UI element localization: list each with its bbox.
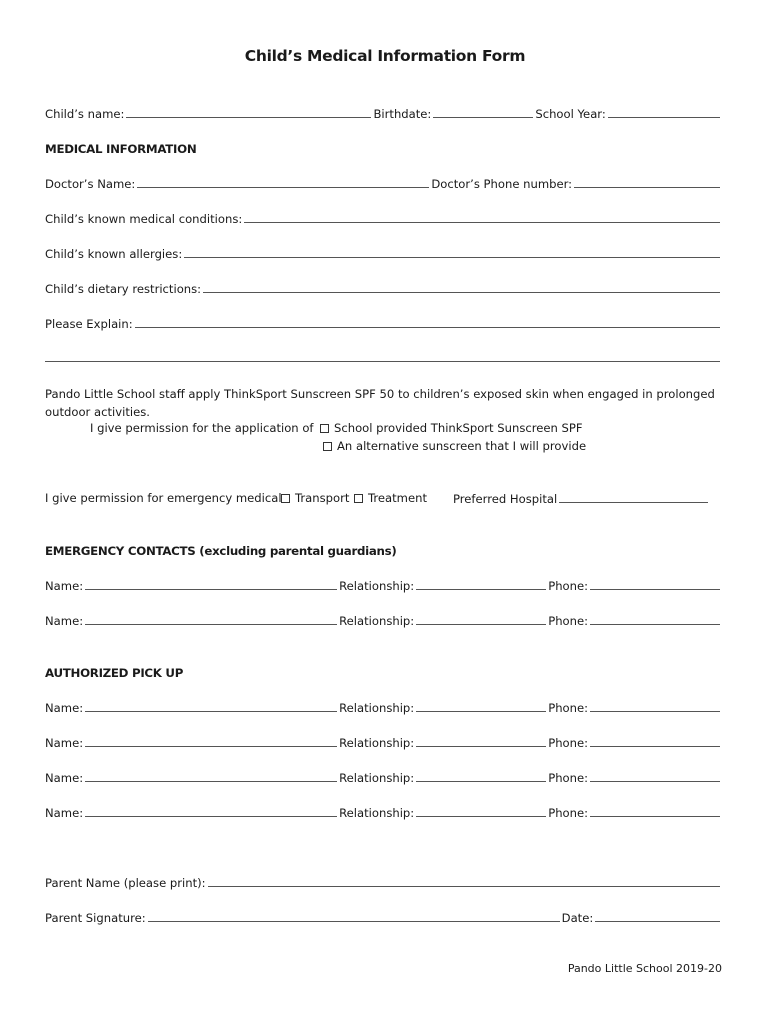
name-label: Name: xyxy=(45,736,84,750)
parent-signature-field[interactable] xyxy=(148,910,560,922)
dietary-row xyxy=(45,281,722,297)
sunscreen-option-alternative-label: An alternative sunscreen that I will provide xyxy=(337,439,587,453)
school-year-label: School Year: xyxy=(535,107,606,121)
sunscreen-option-school[interactable] xyxy=(320,421,583,435)
phone-field[interactable] xyxy=(590,578,720,590)
name-label: Name: xyxy=(45,806,84,820)
doctor-phone-label: Doctor’s Phone number: xyxy=(431,177,573,191)
hospital-row xyxy=(453,491,710,507)
medical-heading: MEDICAL INFORMATION xyxy=(45,142,197,156)
relationship-label: Relationship: xyxy=(339,806,415,820)
phone-field[interactable] xyxy=(590,613,720,625)
phone-label: Phone: xyxy=(548,579,589,593)
transport-option-label: Transport xyxy=(295,491,350,505)
doctor-row xyxy=(45,176,722,192)
name-field[interactable] xyxy=(85,578,337,590)
transport-option[interactable] xyxy=(281,491,349,505)
doctor-name-label: Doctor’s Name: xyxy=(45,177,136,191)
dietary-label: Child’s dietary restrictions: xyxy=(45,282,202,296)
allergies-field[interactable] xyxy=(184,246,720,258)
name-field[interactable] xyxy=(85,700,337,712)
allergies-label: Child’s known allergies: xyxy=(45,247,183,261)
page-title: Child’s Medical Information Form xyxy=(244,47,526,65)
sunscreen-option-alternative[interactable] xyxy=(323,439,586,453)
pickup-row xyxy=(45,700,722,716)
phone-label: Phone: xyxy=(548,614,589,628)
allergies-row xyxy=(45,246,722,262)
relationship-field[interactable] xyxy=(416,770,546,782)
parent-signature-row xyxy=(45,910,722,926)
relationship-label: Relationship: xyxy=(339,771,415,785)
explain-row-2 xyxy=(45,350,722,362)
explain-field-line-2[interactable] xyxy=(45,350,720,362)
birthdate-label: Birthdate: xyxy=(373,107,432,121)
checkbox-icon[interactable] xyxy=(281,494,290,503)
conditions-label: Child’s known medical conditions: xyxy=(45,212,243,226)
name-label: Name: xyxy=(45,614,84,628)
phone-label: Phone: xyxy=(548,771,589,785)
doctor-name-field[interactable] xyxy=(137,176,429,188)
child-info-row xyxy=(45,106,722,122)
dietary-field[interactable] xyxy=(203,281,720,293)
date-field[interactable] xyxy=(595,910,720,922)
date-label: Date: xyxy=(561,911,594,925)
name-field[interactable] xyxy=(85,770,337,782)
birthdate-field[interactable] xyxy=(433,106,533,118)
name-label: Name: xyxy=(45,579,84,593)
phone-field[interactable] xyxy=(590,735,720,747)
emergency-permission-label: I give permission for emergency medical xyxy=(45,491,282,505)
treatment-option-label: Treatment xyxy=(368,491,427,505)
checkbox-icon[interactable] xyxy=(320,424,329,433)
relationship-field[interactable] xyxy=(416,578,546,590)
name-field[interactable] xyxy=(85,613,337,625)
parent-signature-label: Parent Signature: xyxy=(45,911,146,925)
conditions-row xyxy=(45,211,722,227)
sunscreen-permission-label: I give permission for the application of xyxy=(90,421,314,435)
phone-field[interactable] xyxy=(590,805,720,817)
phone-label: Phone: xyxy=(548,806,589,820)
relationship-label: Relationship: xyxy=(339,736,415,750)
checkbox-icon[interactable] xyxy=(354,494,363,503)
relationship-label: Relationship: xyxy=(339,701,415,715)
name-field[interactable] xyxy=(85,735,337,747)
explain-label: Please Explain: xyxy=(45,317,133,331)
pickup-row xyxy=(45,770,722,786)
hospital-field[interactable] xyxy=(559,491,708,503)
footer-text: Pando Little School 2019-20 xyxy=(567,962,722,975)
emergency-contact-row xyxy=(45,578,722,594)
phone-field[interactable] xyxy=(590,770,720,782)
name-label: Name: xyxy=(45,771,84,785)
doctor-phone-field[interactable] xyxy=(574,176,720,188)
emergency-contacts-heading: EMERGENCY CONTACTS (excluding parental guardians) xyxy=(45,544,397,558)
pickup-row xyxy=(45,735,722,751)
phone-field[interactable] xyxy=(590,700,720,712)
pickup-heading: AUTHORIZED PICK UP xyxy=(45,666,184,680)
parent-name-field[interactable] xyxy=(208,875,720,887)
child-name-label: Child’s name: xyxy=(45,107,125,121)
phone-label: Phone: xyxy=(548,701,589,715)
checkbox-icon[interactable] xyxy=(323,442,332,451)
parent-name-label: Parent Name (please print): xyxy=(45,876,206,890)
phone-label: Phone: xyxy=(548,736,589,750)
relationship-field[interactable] xyxy=(416,735,546,747)
name-label: Name: xyxy=(45,701,84,715)
school-year-field[interactable] xyxy=(608,106,720,118)
explain-row xyxy=(45,316,722,332)
treatment-option[interactable] xyxy=(354,491,427,505)
conditions-field[interactable] xyxy=(244,211,720,223)
relationship-field[interactable] xyxy=(416,805,546,817)
emergency-contact-row xyxy=(45,613,722,629)
child-name-field[interactable] xyxy=(126,106,371,118)
relationship-field[interactable] xyxy=(416,700,546,712)
explain-field[interactable] xyxy=(135,316,720,328)
sunscreen-paragraph: Pando Little School staff apply ThinkSport Sunscreen SPF 50 to children’s exposed skin when engaged in prolonged outdoor activities. xyxy=(45,387,715,419)
name-field[interactable] xyxy=(85,805,337,817)
parent-name-row xyxy=(45,875,722,891)
pickup-row xyxy=(45,805,722,821)
relationship-label: Relationship: xyxy=(339,579,415,593)
sunscreen-option-school-label: School provided ThinkSport Sunscreen SPF xyxy=(334,421,583,435)
relationship-field[interactable] xyxy=(416,613,546,625)
hospital-label: Preferred Hospital xyxy=(453,492,558,506)
relationship-label: Relationship: xyxy=(339,614,415,628)
